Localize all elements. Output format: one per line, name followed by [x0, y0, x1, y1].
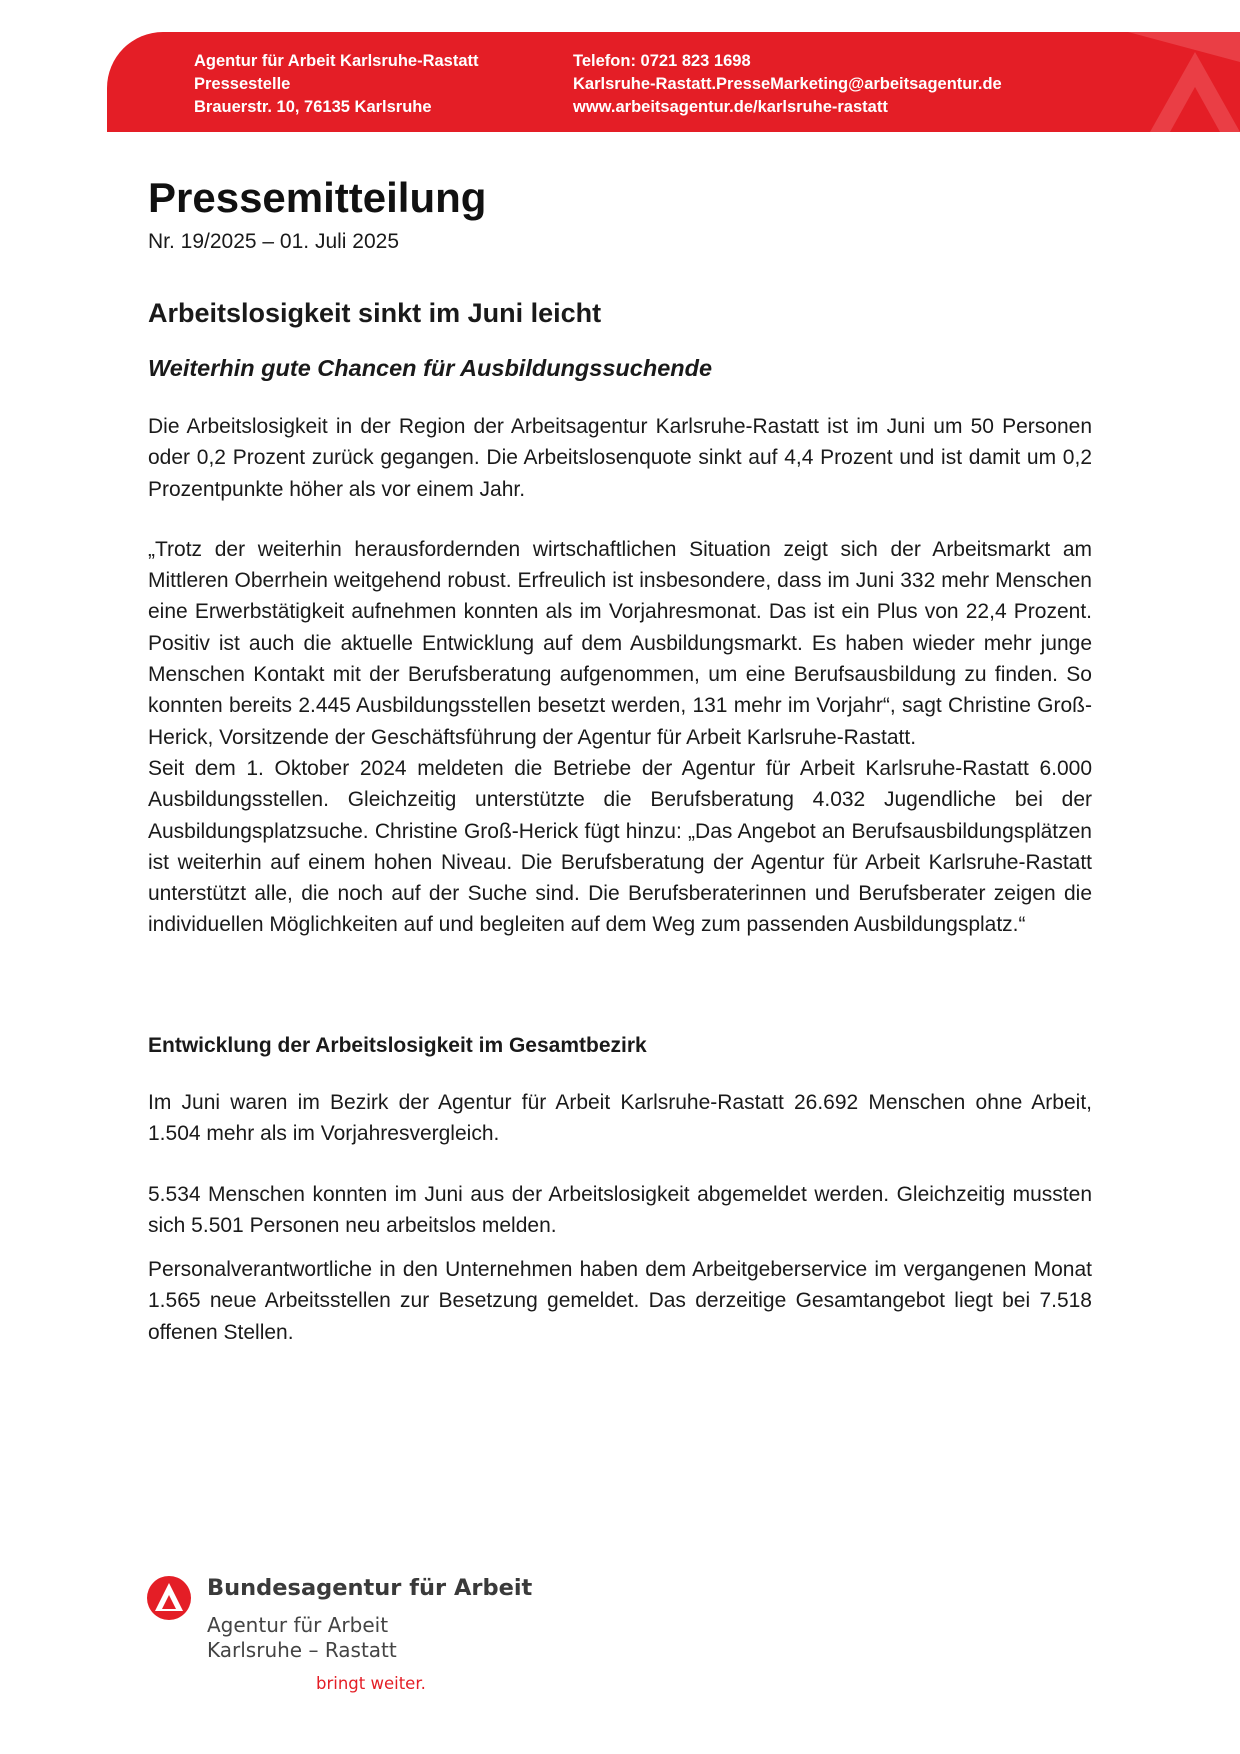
paragraph-intro: Die Arbeitslosigkeit in der Region der Arbeitsagentur Karlsruhe-Rastatt ist im Juni um 50 Personen oder 0,2 Prozent zurück gegangen. Die Arbeitslosenquote sinkt auf 4,4 Prozent und ist damit um 0,2 Prozentpunkte höher als vor einem Jahr.: [148, 415, 1092, 501]
paragraph-unemployed-count: Im Juni waren im Bezirk der Agentur für Arbeit Karlsruhe-Rastatt 26.692 Menschen ohne Arbeit, 1.504 mehr als im Vorjahresvergleich.: [148, 1091, 1092, 1146]
header-org-name: Agentur für Arbeit Karlsruhe-Rastatt: [194, 52, 479, 70]
header-band: [107, 32, 1240, 132]
paragraph-job-openings: Personalverantwortliche in den Unternehmen haben dem Arbeitgeberservice im vergangenen Monat 1.565 neue Arbeitsstellen zur Besetzung gemeldet. Das derzeitige Gesamtangebot liegt bei 7.518 offenen Stellen.: [148, 1258, 1092, 1344]
header-address: Brauerstr. 10, 76135 Karlsruhe: [194, 98, 432, 116]
logo-agency-line1: Agentur für Arbeit: [207, 1613, 389, 1637]
header-department: Pressestelle: [194, 75, 291, 93]
press-release-number: Nr. 19/2025 – 01. Juli 2025: [148, 230, 400, 253]
section-body-text: [148, 1087, 1092, 1348]
paragraph-quote: „Trotz der weiterhin herausfordernden wirtschaftlichen Situation zeigt sich der Arbeitsmarkt am Mittleren Oberrhein weitgehend robust. Erfreulich ist insbesondere, dass im Juni 332 mehr Menschen eine Erwerbstätigkeit aufnehmen konnten als im Vorjahresmonat. Das ist ein Plus von 22,4 Prozent. Positiv ist auch die aktuelle Entwicklung auf dem Ausbildungsmarkt. Es haben wieder mehr junge Menschen Kontakt mit der Berufsberatung aufgenommen, um eine Berufsausbildung zu finden. So konnten bereits 2.445 Ausbildungsstellen besetzt werden, 131 mehr im Vorjahr“, sagt Christine Groß-Herick, Vorsitzende der Geschäftsführung der Agentur für Arbeit Karlsruhe-Rastatt.: [148, 537, 1092, 749]
section-heading: Entwicklung der Arbeitslosigkeit im Gesamtbezirk: [148, 1034, 647, 1057]
subheadline: Weiterhin gute Chancen für Ausbildungssuchende: [148, 355, 713, 381]
logo-agency-name: [207, 1613, 397, 1663]
paragraph-registrations: 5.534 Menschen konnten im Juni aus der Arbeitslosigkeit abgemeldet werden. Gleichzeitig mussten sich 5.501 Personen neu arbeitslos melden.: [148, 1182, 1092, 1237]
logo-slogan: bringt weiter.: [316, 1674, 426, 1693]
header-contact-channels: [573, 50, 1002, 119]
logo-agency-line2: Karlsruhe – Rastatt: [207, 1638, 397, 1662]
header-logo-watermark-icon: [1100, 32, 1240, 132]
header-web-link[interactable]: www.arbeitsagentur.de/karlsruhe-rastatt: [573, 98, 888, 116]
paragraph-apprenticeship: Seit dem 1. Oktober 2024 meldeten die Betriebe der Agentur für Arbeit Karlsruhe-Rastatt 6.000 Ausbildungsstellen. Gleichzeitig unterstützte die Berufsberatung 4.032 Jugendliche bei der Ausbildungsplatzsuche. Christine Groß-Herick fügt hinzu: „Das Angebot an Berufsausbildungsplätzen ist weiterhin auf einem hohen Niveau. Die Berufsberatung der Agentur für Arbeit Karlsruhe-Rastatt unterstützt alle, die noch auf der Suche sind. Die Berufsberaterinnen und Berufsberater zeigen die individuellen Möglichkeiten auf und begleiten auf dem Weg zum passenden Ausbildungsplatz.“: [148, 756, 1092, 937]
headline: Arbeitslosigkeit sinkt im Juni leicht: [148, 298, 602, 328]
header-contact-address: [194, 50, 479, 119]
page-title: Pressemitteilung: [148, 174, 487, 221]
body-text: [148, 411, 1092, 941]
bundesagentur-logo-icon: [146, 1575, 192, 1621]
header-phone: Telefon: 0721 823 1698: [573, 52, 751, 70]
header-email-link[interactable]: Karlsruhe-Rastatt.PresseMarketing@arbeitsagentur.de: [573, 75, 1002, 93]
logo-wordmark: Bundesagentur für Arbeit: [207, 1575, 533, 1601]
